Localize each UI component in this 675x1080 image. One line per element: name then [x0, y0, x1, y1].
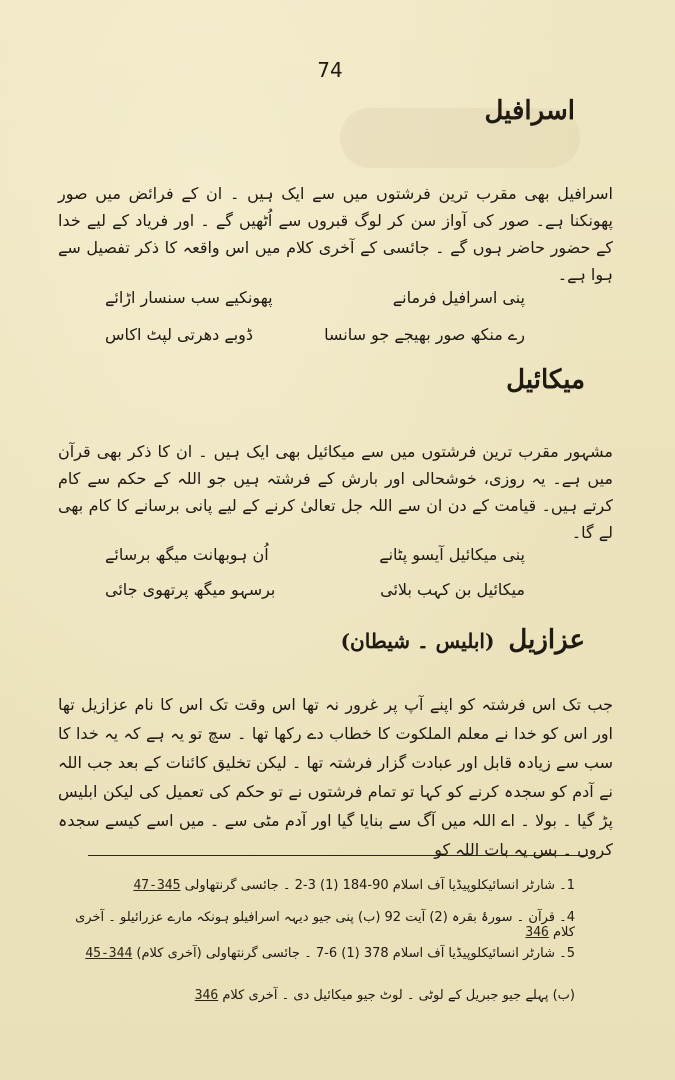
heading-mikail: میکائیل	[506, 365, 585, 395]
verse-israfil-2a: ڈوبے دھرتی لپٹ اکاس	[105, 325, 253, 344]
verse-israfil-2	[105, 325, 525, 344]
heading-azazil-subtitle: (ابلیس ۔ شیطان)	[340, 629, 495, 653]
paragraph-mikail: مشہور مقرب ترین فرشتوں میں سے میکائیل بھی ایک ہیں ۔ ان کا ذکر بھی قرآن میں ہے۔ یہ روزی، خوشحالی اور بارش کے فرشتہ ہیں جو اللہ کے حکم سے کام کرتے ہیں۔ قیامت کے دن ان سے اللہ جل تعالیٰ کرنے کے لیے پانی برسانے کا کام بھی لے گا۔	[58, 442, 613, 542]
verse-mikail-1b: اُن ہوبھانت میگھ برسائے	[105, 545, 269, 564]
verse-mikail-1	[105, 545, 525, 564]
footnote-1	[55, 878, 575, 893]
page-number: 74	[317, 58, 343, 82]
verse-mikail-2b: برسہو میگھ پرتھوی جائی	[105, 580, 276, 599]
heading-azazil	[341, 625, 585, 655]
footnote-3	[55, 946, 575, 961]
heading-israfil: اسرافیل	[484, 96, 575, 126]
footnote-1-ref: 345-47	[133, 878, 181, 893]
verse-mikail-1a: پنی میکائیل آیسو پٹانے	[379, 545, 525, 564]
heading-azazil-title: عزازیل	[508, 625, 585, 655]
paragraph-azazil: جب تک اس فرشتہ کو اپنے آپ پر غرور نہ تھا اس وقت تک اس کا نام عزازیل تھا اور اس کو خدا نے معلم الملکوت کا خطاب دے رکھا تھا ۔ سچ تو یہ ہے کہ یہ خدا کا سب سے زیادہ قابل اور عبادت گزار فرشتہ تھا ۔ لیکن تخلیق کائنات کے بعد جب اللہ نے آدم کو سجدہ کرنے کو کہا تو تمام فرشتوں نے تو حکم کی تعمیل کی لیکن ابلیس پڑ گیا ۔ بولا ۔ اے اللہ میں آگ سے بنایا گیا اور آدم مٹی سے ۔ میں اسے کیسے سجدہ کروں ۔ بس یہ بات اللہ کو	[58, 695, 613, 859]
footnote-3-ref: 344-45	[85, 946, 133, 961]
paragraph-israfil: اسرافیل بھی مقرب ترین فرشتوں میں سے ایک ہیں ۔ ان کے فرائض میں صور پھونکنا ہے۔ صور کی آواز سن کر لوگ قبروں سے اُٹھیں گے ۔ اور فریاد کے لیے خدا کے حضور حاضر ہوں گے ۔ جائسی کے آخری کلام میں اس واقعہ کا ذکر تفصیل سے ہوا ہے۔	[58, 184, 613, 284]
footnote-4	[55, 988, 575, 1003]
footnote-2-ref: 346	[525, 925, 549, 940]
verse-israfil-2b: رے منکھ صور بھیجے جو سانسا	[324, 325, 525, 344]
footnote-2-text: 4۔ قرآن ۔ سورۂ بقرہ (2) آیت 92 (ب) پنی جیو دیہہ اسرافیلو ہونکہ مارے عزرائیلو ۔ آخری کلام	[75, 910, 575, 940]
verse-israfil-1b: پھونکیے سب سنسار اڑائے	[105, 288, 273, 307]
verse-mikail-2	[105, 580, 525, 599]
footnote-1-text: 1۔ شارٹر انسائیکلوپیڈیا آف اسلام 90-184 (1) 3-2 ۔ جائسی گرنتھاولی	[184, 878, 575, 893]
footnote-4-text: (ب) پہلے جیو جبریل کے لوٹی ۔ لوٹ جیو میکائیل دی ۔ آخری کلام	[222, 988, 575, 1003]
footnote-divider	[88, 855, 588, 856]
verse-israfil-1	[105, 288, 525, 307]
footnote-3-text: 5۔ شارٹر انسائیکلوپیڈیا آف اسلام 378 (1) 6-7 ۔ جائسی گرنتھاولی (آخری کلام)	[136, 946, 575, 961]
footnote-4-ref: 346	[194, 988, 219, 1003]
verse-mikail-2a: میکائیل بن کہب بلائی	[380, 580, 525, 599]
verse-israfil-1a: پنی اسرافیل فرمانے	[392, 288, 525, 307]
footnote-2	[55, 910, 575, 940]
